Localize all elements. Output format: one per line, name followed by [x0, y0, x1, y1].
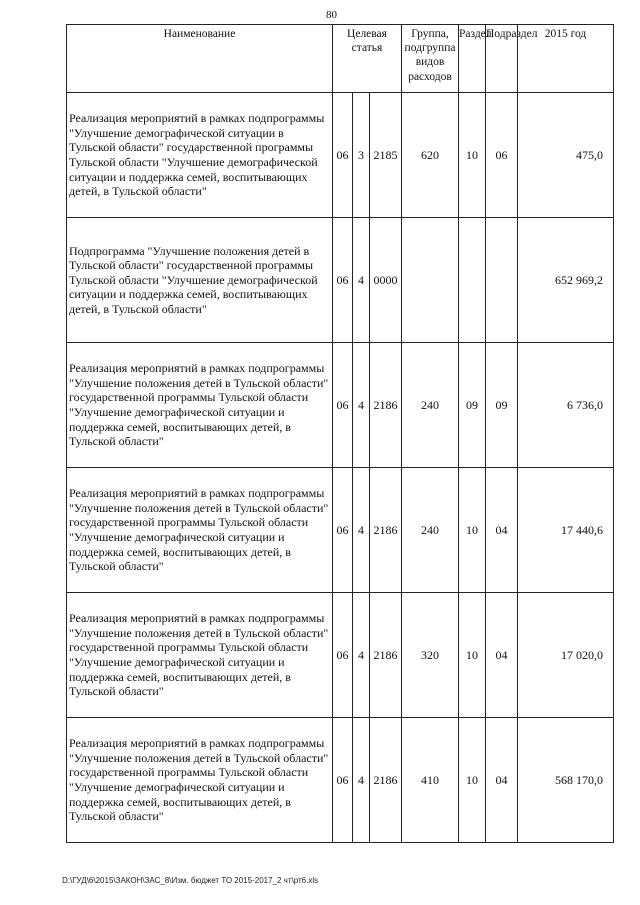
section-code: [459, 218, 486, 343]
target-code-subprogram: 4: [353, 343, 370, 468]
amount-2015: 17 020,0: [518, 593, 614, 718]
expense-group: 240: [402, 468, 459, 593]
expense-group: 620: [402, 93, 459, 218]
target-code-direction: 2185: [370, 93, 402, 218]
section-code: 10: [459, 468, 486, 593]
table-row: [67, 468, 614, 593]
expense-group: 320: [402, 593, 459, 718]
amount-2015: 6 736,0: [518, 343, 614, 468]
expense-group: [402, 218, 459, 343]
target-code-subprogram: 4: [353, 218, 370, 343]
header-subsection: Подраздел: [486, 25, 518, 93]
row-name: Реализация мероприятий в рамках подпрограммы "Улучшение положения детей в Тульской области" государственной программы Тульской области "Улучшение демографической ситуации и поддержка семей, воспитывающих детей, в Тульской области": [67, 468, 333, 593]
row-name: Реализация мероприятий в рамках подпрограммы "Улучшение положения детей в Тульской области" государственной программы Тульской области "Улучшение демографической ситуации и поддержка семей, воспитывающих детей, в Тульской области": [67, 593, 333, 718]
amount-2015: 652 969,2: [518, 218, 614, 343]
row-name: Реализация мероприятий в рамках подпрограммы "Улучшение положения детей в Тульской области" государственной программы Тульской области "Улучшение демографической ситуации и поддержка семей, воспитывающих детей, в Тульской области": [67, 343, 333, 468]
target-code-subprogram: 4: [353, 468, 370, 593]
header-name: Наименование: [67, 25, 333, 93]
header-target: Целевая статья: [333, 25, 402, 93]
section-code: 09: [459, 343, 486, 468]
target-code-program: 06: [333, 218, 353, 343]
target-code-program: 06: [333, 343, 353, 468]
table-row: [67, 93, 614, 218]
target-code-program: 06: [333, 718, 353, 843]
table-row: [67, 593, 614, 718]
table-header-row: [67, 25, 614, 93]
target-code-subprogram: 3: [353, 93, 370, 218]
target-code-subprogram: 4: [353, 718, 370, 843]
table-row: [67, 718, 614, 843]
row-name: Реализация мероприятий в рамках подпрограммы "Улучшение демографической ситуации в Тульской области" государственной программы Тульской области "Улучшение демографической ситуации и поддержка семей, воспитывающих детей, в Тульской области": [67, 93, 333, 218]
amount-2015: 568 170,0: [518, 718, 614, 843]
amount-2015: 475,0: [518, 93, 614, 218]
subsection-code: 09: [486, 343, 518, 468]
row-name: Реализация мероприятий в рамках подпрограммы "Улучшение положения детей в Тульской области" государственной программы Тульской области "Улучшение демографической ситуации и поддержка семей, воспитывающих детей, в Тульской области": [67, 718, 333, 843]
subsection-code: [486, 218, 518, 343]
section-code: 10: [459, 593, 486, 718]
target-code-direction: 0000: [370, 218, 402, 343]
target-code-program: 06: [333, 93, 353, 218]
target-code-subprogram: 4: [353, 593, 370, 718]
target-code-direction: 2186: [370, 593, 402, 718]
row-name: Подпрограмма "Улучшение положения детей в Тульской области" государственной программы Тульской области "Улучшение демографической ситуации и поддержка семей, воспитывающих детей, в Тульской области": [67, 218, 333, 343]
target-code-program: 06: [333, 593, 353, 718]
section-code: 10: [459, 718, 486, 843]
file-path-footer: D:\ГУД\6\2015\ЗАКОН\ЗАС_8\Изм. бюджет ТО 2015-2017_2 чт\рт6.xls: [62, 876, 319, 885]
header-section: Раздел: [459, 25, 486, 93]
header-group: Группа, подгруппа видов расходов: [402, 25, 459, 93]
target-code-program: 06: [333, 468, 353, 593]
subsection-code: 04: [486, 718, 518, 843]
table-row: [67, 218, 614, 343]
amount-2015: 17 440,6: [518, 468, 614, 593]
page-number: 80: [326, 9, 337, 21]
target-code-direction: 2186: [370, 718, 402, 843]
table-row: [67, 343, 614, 468]
subsection-code: 06: [486, 93, 518, 218]
header-year: 2015 год: [518, 25, 614, 93]
subsection-code: 04: [486, 593, 518, 718]
subsection-code: 04: [486, 468, 518, 593]
expense-group: 240: [402, 343, 459, 468]
target-code-direction: 2186: [370, 343, 402, 468]
target-code-direction: 2186: [370, 468, 402, 593]
section-code: 10: [459, 93, 486, 218]
budget-table: [66, 24, 614, 843]
expense-group: 410: [402, 718, 459, 843]
